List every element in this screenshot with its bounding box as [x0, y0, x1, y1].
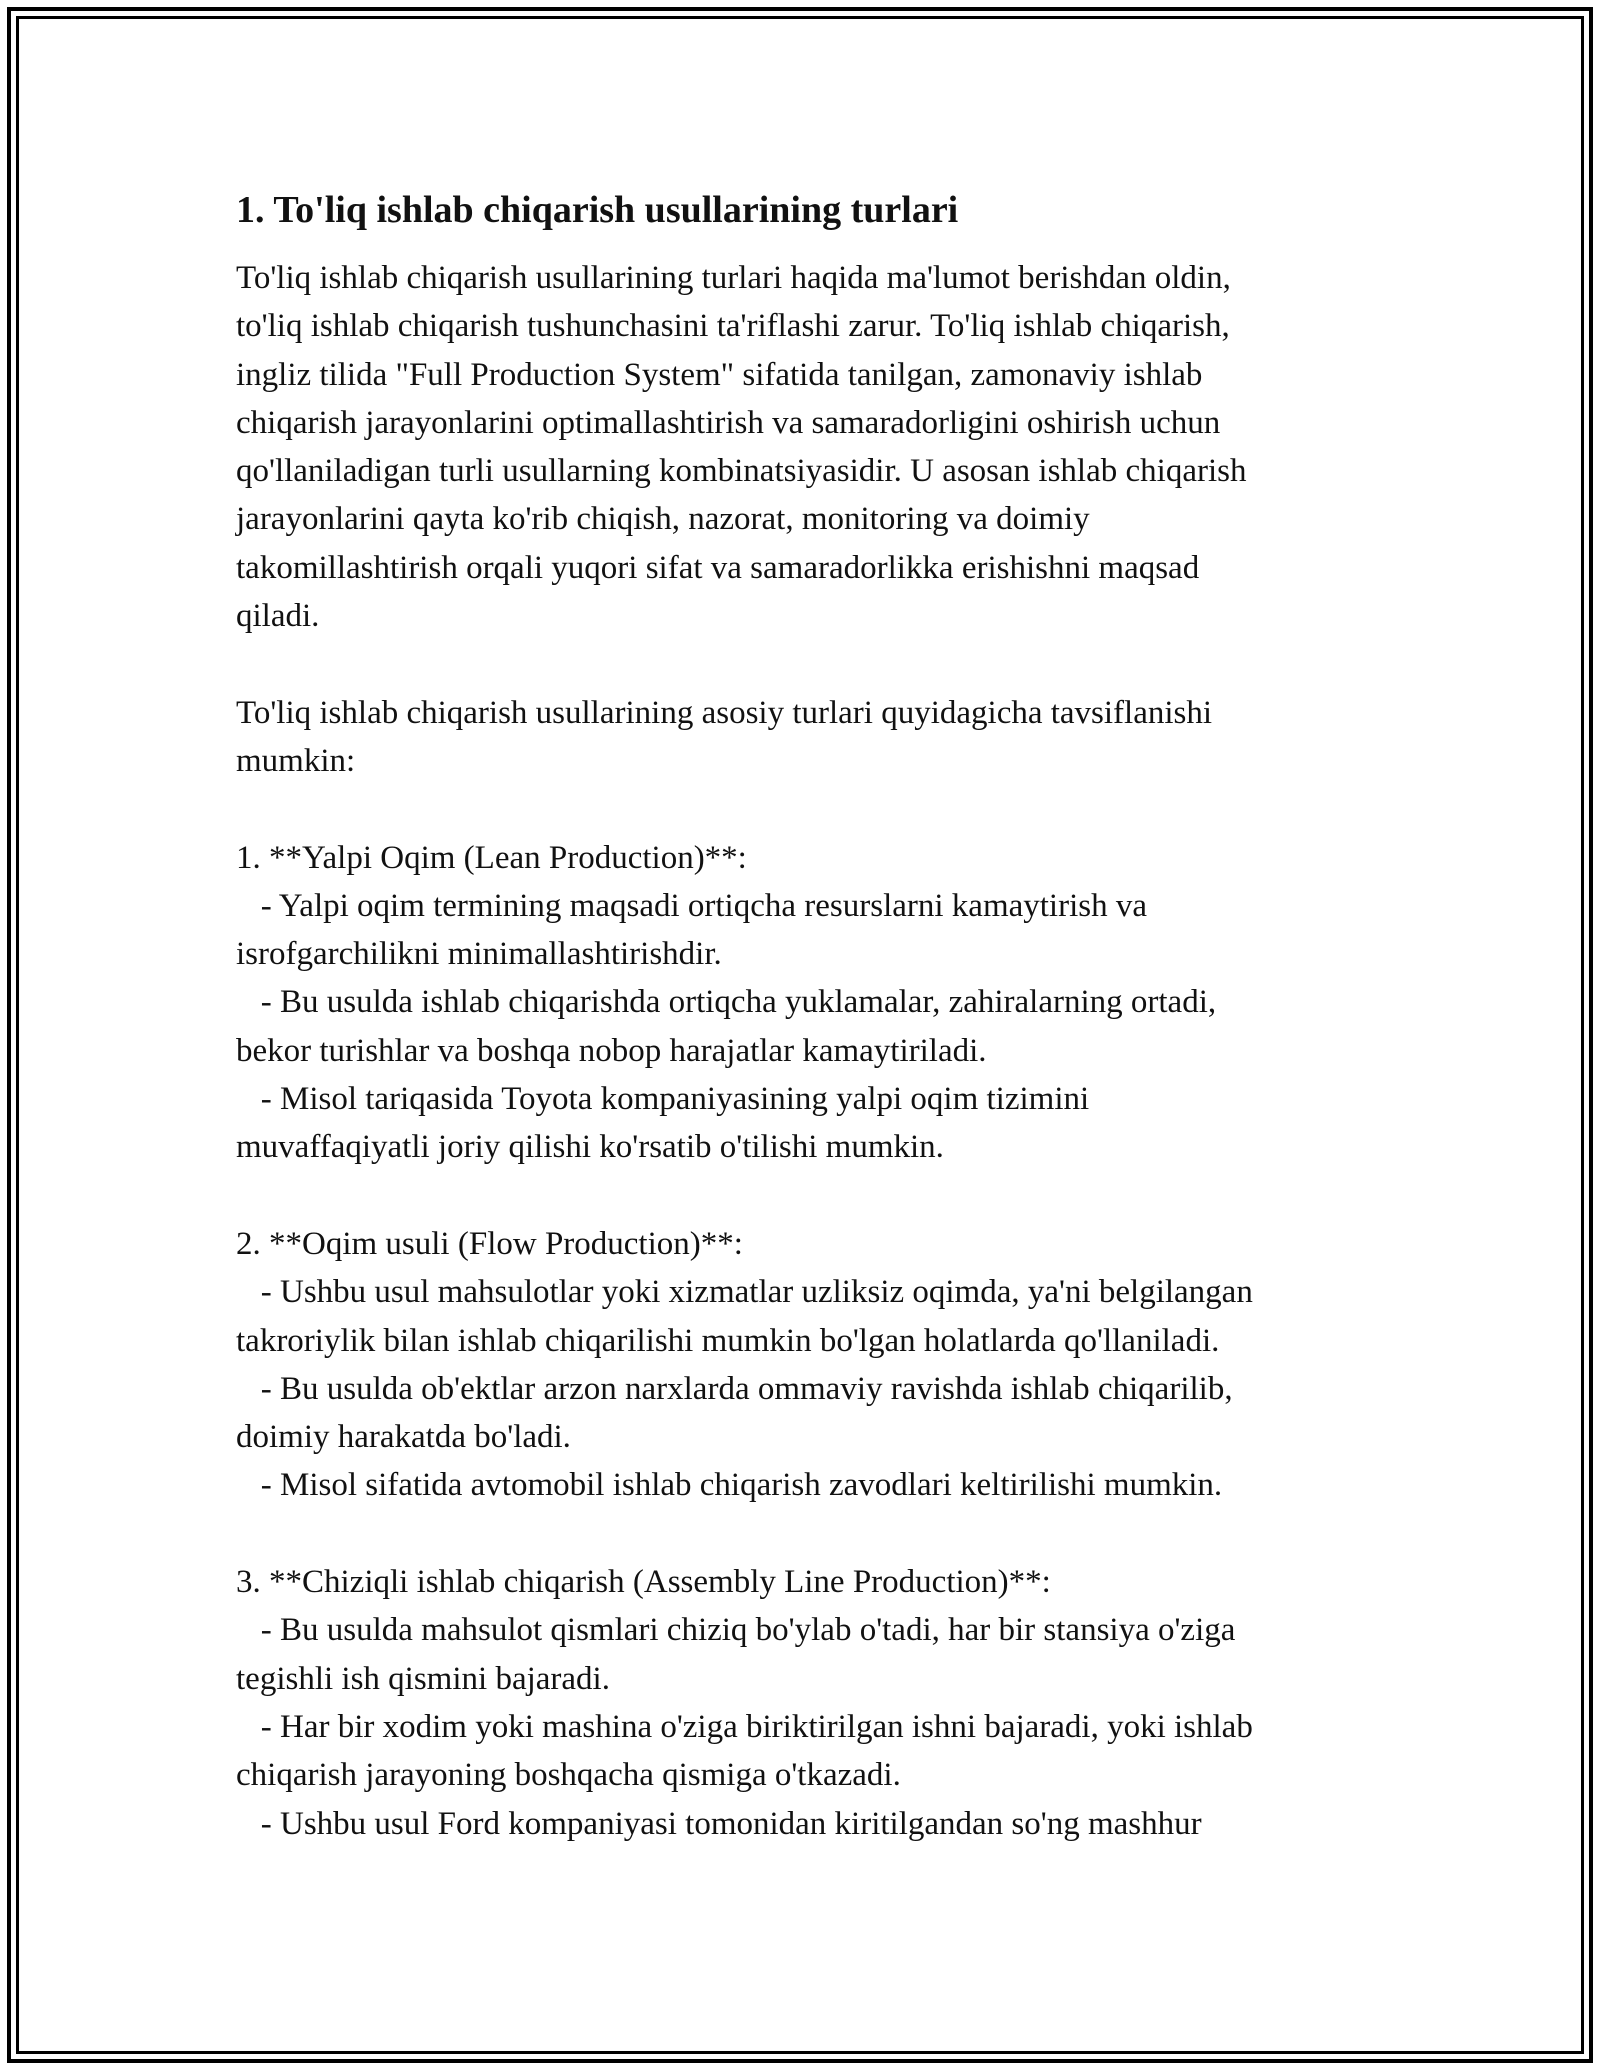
paragraph-gap	[236, 1510, 1376, 1558]
text-line: isrofgarchilikni minimallashtirishdir.	[236, 936, 722, 973]
section-heading: 1. To'liq ishlab chiqarish usullarining turlari	[236, 189, 959, 231]
lead-paragraph	[236, 689, 1376, 786]
list-item-lean-production	[236, 834, 1376, 1172]
text-line: - Misol sifatida avtomobil ishlab chiqarish zavodlari keltirilishi mumkin.	[236, 1467, 1223, 1504]
list-item-flow-production	[236, 1220, 1376, 1510]
text-line: to'liq ishlab chiqarish tushunchasini ta'riflashi zarur. To'liq ishlab chiqarish,	[236, 308, 1230, 345]
text-line: - Ushbu usul Ford kompaniyasi tomonidan kiritilgandan so'ng mashhur	[236, 1805, 1202, 1842]
text-line: To'liq ishlab chiqarish usullarining turlari haqida ma'lumot berishdan oldin,	[236, 260, 1231, 296]
list-item-title: 3. **Chiziqli ishlab chiqarish (Assembly Line Production)**:	[236, 1564, 1051, 1601]
paragraph-gap	[236, 1172, 1376, 1220]
text-line: takomillashtirish orqali yuqori sifat va samaradorlikka erishishni maqsad	[236, 549, 1200, 586]
text-line: muvaffaqiyatli joriy qilishi ko'rsatib o'tilishi mumkin.	[236, 1129, 944, 1166]
text-line: chiqarish jarayonlarini optimallashtirish va samaradorligini oshirish uchun	[236, 404, 1221, 441]
paragraph-gap	[236, 640, 1376, 688]
text-line: chiqarish jarayoning boshqacha qismiga o'tkazadi.	[236, 1757, 901, 1794]
text-line: - Har bir xodim yoki mashina o'ziga biriktirilgan ishni bajaradi, yoki ishlab	[236, 1708, 1253, 1745]
text-line: - Bu usulda mahsulot qismlari chiziq bo'ylab o'tadi, har bir stansiya o'ziga	[236, 1612, 1236, 1649]
list-item-title: 1. **Yalpi Oqim (Lean Production)**:	[236, 839, 747, 876]
text-line: - Bu usulda ob'ektlar arzon narxlarda ommaviy ravishda ishlab chiqarilib,	[236, 1370, 1233, 1407]
text-line: takroriylik bilan ishlab chiqarilishi mumkin bo'lgan holatlarda qo'llaniladi.	[236, 1322, 1220, 1359]
text-line: tegishli ish qismini bajaradi.	[236, 1660, 610, 1697]
text-line: - Misol tariqasida Toyota kompaniyasining yalpi oqim tizimini	[236, 1081, 1090, 1118]
text-line: - Yalpi oqim termining maqsadi ortiqcha resurslarni kamaytirish va	[236, 887, 1147, 924]
text-line: ingliz tilida "Full Production System" sifatida tanilgan, zamonaviy ishlab	[236, 356, 1203, 393]
text-line: - Ushbu usul mahsulotlar yoki xizmatlar uzliksiz oqimda, ya'ni belgilangan	[236, 1274, 1253, 1311]
text-line: doimiy harakatda bo'ladi.	[236, 1419, 571, 1456]
intro-paragraph	[236, 254, 1376, 640]
list-item-assembly-line-production	[236, 1558, 1376, 1848]
document-body	[236, 186, 1376, 1848]
text-line: jarayonlarini qayta ko'rib chiqish, nazorat, monitoring va doimiy	[236, 501, 1090, 538]
text-line: qo'llaniladigan turli usullarning kombinatsiyasidir. U asosan ishlab chiqarish	[236, 453, 1247, 490]
text-line: - Bu usulda ishlab chiqarishda ortiqcha yuklamalar, zahiralarning ortadi,	[236, 984, 1217, 1021]
list-item-title: 2. **Oqim usuli (Flow Production)**:	[236, 1225, 743, 1262]
text-line: mumkin:	[236, 742, 356, 779]
text-line: bekor turishlar va boshqa nobop harajatlar kamaytiriladi.	[236, 1032, 987, 1069]
paragraph-gap	[236, 785, 1376, 833]
text-line: qiladi.	[236, 598, 320, 635]
text-line: To'liq ishlab chiqarish usullarining asosiy turlari quyidagicha tavsiflanishi	[236, 694, 1213, 731]
